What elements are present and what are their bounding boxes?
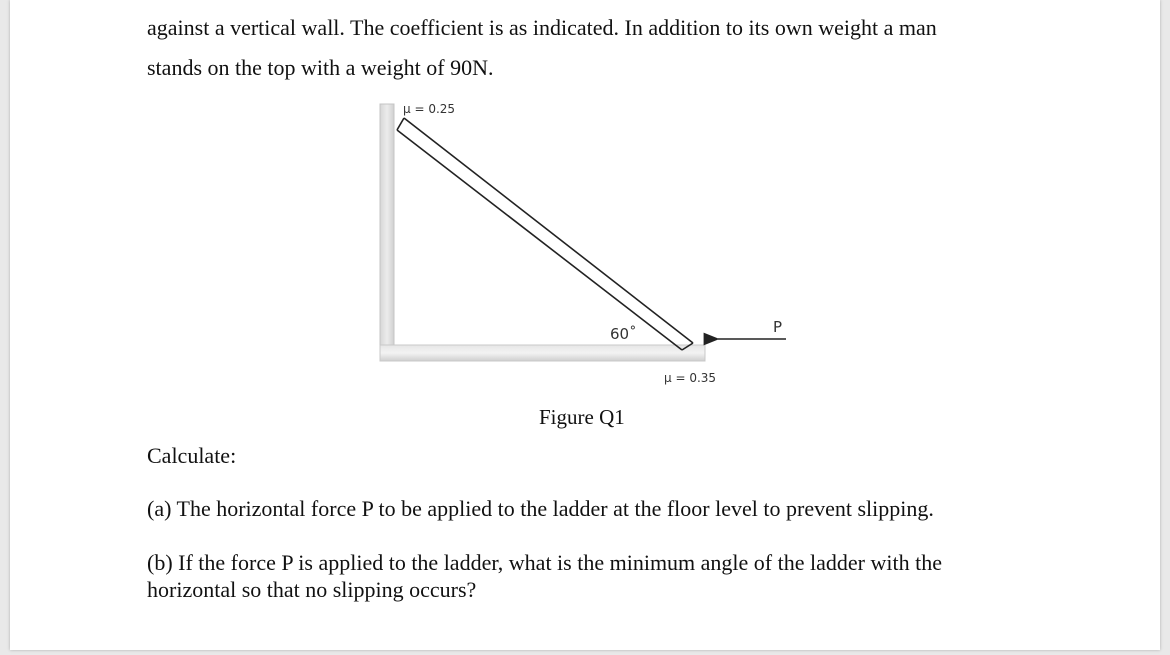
question-b-line-1: (b) If the force P is applied to the ladder, what is the minimum angle of the ladder with the [147, 550, 942, 575]
document-page [10, 0, 1160, 650]
figure-caption: Figure Q1 [539, 405, 625, 429]
floor [380, 345, 705, 361]
angle-label: 60˚ [610, 325, 637, 343]
intro-text-line-2: stands on the top with a weight of 90N. [147, 55, 494, 80]
ladder [397, 118, 693, 350]
vertical-wall [380, 104, 394, 359]
calculate-heading: Calculate: [147, 443, 237, 468]
intro-text-line-1: against a vertical wall. The coefficient is as indicated. In addition to its own weight a man [147, 15, 937, 40]
question-b-line-2: horizontal so that no slipping occurs? [147, 577, 477, 602]
wall-friction-label: μ = 0.25 [403, 102, 456, 116]
force-p-label: P [773, 318, 783, 336]
question-a: (a) The horizontal force P to be applied to the ladder at the floor level to prevent slipping. [147, 496, 934, 521]
floor-friction-label: μ = 0.35 [664, 371, 717, 385]
